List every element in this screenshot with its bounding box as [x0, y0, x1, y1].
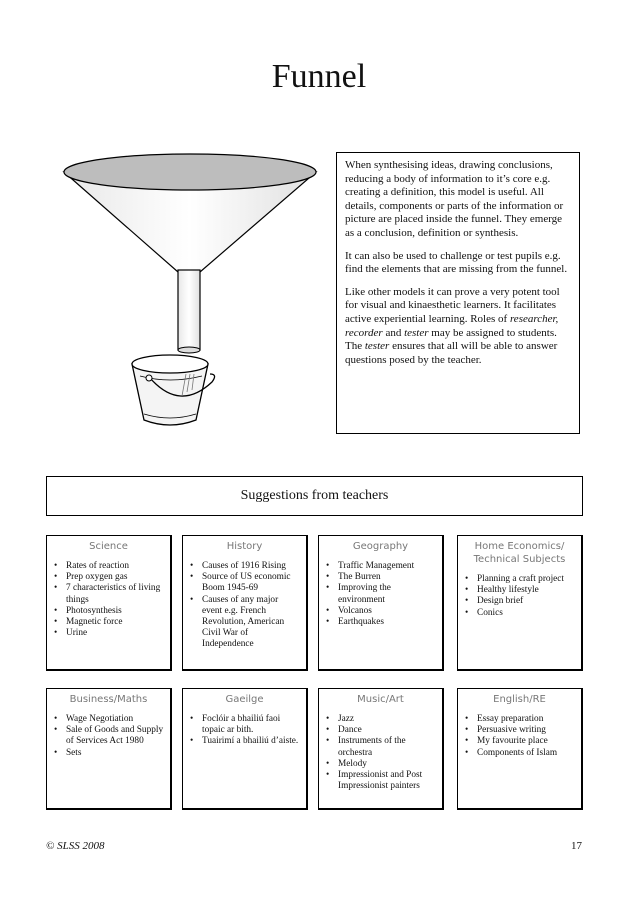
- list-item: • Earthquakes: [335, 617, 436, 628]
- card-gaeilge: [182, 688, 308, 810]
- card-list: [53, 714, 164, 759]
- list-item: • Impressionist and Post Impressionist painters: [335, 770, 436, 792]
- card-list: [325, 561, 436, 628]
- card-list: [189, 714, 300, 748]
- list-item: • My favourite place: [474, 736, 575, 747]
- page-number: 17: [571, 840, 582, 852]
- card-music-art: [318, 688, 444, 810]
- bucket-icon: [132, 355, 215, 425]
- card-title: Science: [89, 541, 128, 552]
- list-item: • Dance: [335, 725, 436, 736]
- description-paragraph-3: Like other models it can prove a very potent tool for visual and kinaesthetic learners. It facilitates active experiential learning. Roles of researcher, recorder and tester may be assigned to students. The tester ensures that all will be able to answer questions posed by the teacher.: [345, 285, 560, 366]
- list-item: • Improving the environment: [335, 583, 436, 605]
- list-item: • Conics: [474, 608, 575, 619]
- list-item: • Causes of any major event e.g. French Revolution, American Civil War of Independence: [199, 595, 300, 651]
- card-title: History: [226, 541, 263, 552]
- card-title: Geography: [352, 541, 409, 552]
- list-item: • Essay preparation: [474, 714, 575, 725]
- list-item: • Urine: [63, 628, 164, 639]
- funnel-rim: [64, 154, 316, 190]
- copyright: © SLSS 2008: [46, 840, 105, 852]
- list-item: • Tuairimí a bhailiú d’aiste.: [199, 736, 300, 747]
- list-item: • The Burren: [335, 572, 436, 583]
- list-item: • Healthy lifestyle: [474, 585, 575, 596]
- list-item: • Wage Negotiation: [63, 714, 164, 725]
- card-list: [464, 714, 575, 759]
- page-title: Funnel: [271, 58, 367, 95]
- card-list: [53, 561, 164, 639]
- list-item: • Sale of Goods and Supply of Services Act 1980: [63, 725, 164, 747]
- list-item: • Traffic Management: [335, 561, 436, 572]
- card-list: [464, 574, 575, 619]
- card-history: [182, 535, 308, 671]
- card-title: Home Economics/ Technical Subjects: [473, 541, 566, 565]
- list-item: • Sets: [63, 748, 164, 759]
- list-item: • Rates of reaction: [63, 561, 164, 572]
- card-list: [325, 714, 436, 792]
- list-item: • Instruments of the orchestra: [335, 736, 436, 758]
- card-title: Gaeilge: [225, 694, 264, 705]
- list-item: • Source of US economic Boom 1945-69: [199, 572, 300, 594]
- list-item: • Foclóir a bhailiú faoi topaic ar bith.: [199, 714, 300, 736]
- card-list: [189, 561, 300, 651]
- suggestions-heading: Suggestions from teachers: [46, 476, 583, 516]
- card-business-maths: [46, 688, 172, 810]
- list-item: • Causes of 1916 Rising: [199, 561, 300, 572]
- card-english-re: [457, 688, 583, 810]
- list-item: • Jazz: [335, 714, 436, 725]
- list-item: • Photosynthesis: [63, 606, 164, 617]
- list-item: • Persuasive writing: [474, 725, 575, 736]
- list-item: • Magnetic force: [63, 617, 164, 628]
- list-item: • Components of Islam: [474, 748, 575, 759]
- description-paragraph-1: When synthesising ideas, drawing conclusions, reducing a body of information to it’s core e.g. creating a definition, this model is useful. All details, components or parts of the information or picture are placed inside the funnel. They emerge as a conclusion, definition or synthesis.: [345, 159, 564, 239]
- card-title: Business/Maths: [69, 694, 148, 705]
- list-item: • 7 characteristics of living things: [63, 583, 164, 605]
- card-science: [46, 535, 172, 671]
- funnel-description-box: [336, 152, 580, 434]
- card-geography: [318, 535, 444, 671]
- list-item: • Prep oxygen gas: [63, 572, 164, 583]
- funnel-illustration: [60, 152, 320, 432]
- card-home-economics: [457, 535, 583, 671]
- description-paragraph-2: It can also be used to challenge or test pupils e.g. find the elements that are missing from the funnel.: [345, 249, 568, 276]
- list-item: • Design brief: [474, 596, 575, 607]
- list-item: • Planning a craft project: [474, 574, 575, 585]
- list-item: • Melody: [335, 759, 436, 770]
- list-item: • Volcanos: [335, 606, 436, 617]
- card-title: English/RE: [493, 694, 546, 705]
- funnel-spout: [178, 270, 200, 350]
- card-title: Music/Art: [357, 694, 404, 705]
